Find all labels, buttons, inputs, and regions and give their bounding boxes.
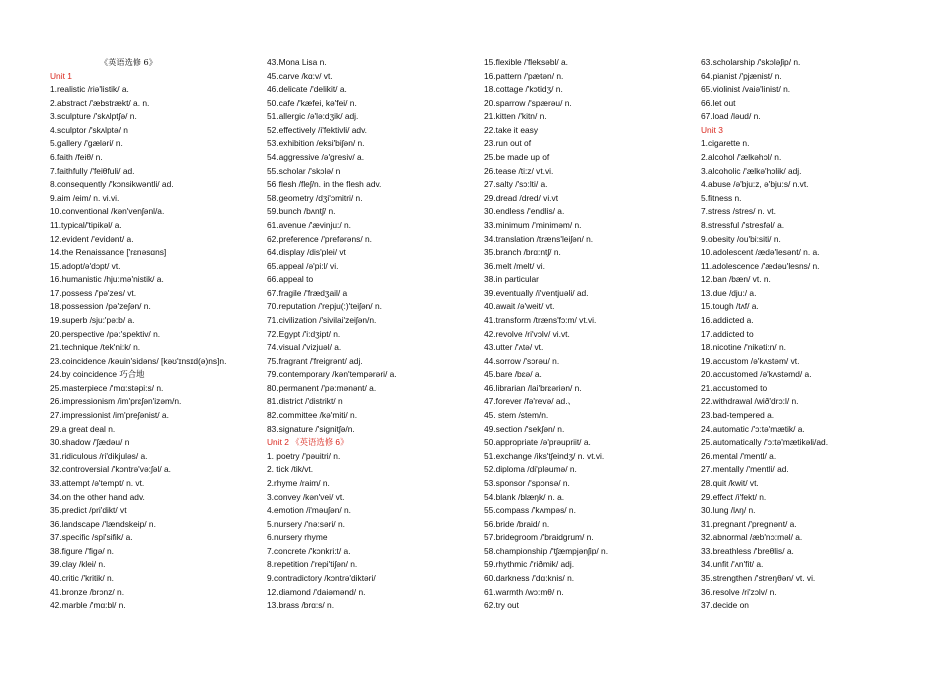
- vocab-entry: 54.aggressive /ə'gresiv/ a.: [267, 152, 365, 163]
- vocab-entry: 47.forever /fə'revə/ ad.、: [484, 396, 576, 407]
- vocab-entry: 10.conventional /kən'venʃənl/a.: [50, 206, 165, 217]
- vocab-entry: 8.repetition /'repi'tiʃən/ n.: [267, 559, 358, 570]
- unit-heading: Unit 1: [50, 70, 72, 81]
- vocab-entry: 33.attempt /ə'tempt/ n. vt.: [50, 477, 145, 488]
- vocab-entry: 6.faith /feiθ/ n.: [50, 152, 103, 163]
- vocab-entry: 12.diamond /'daiəmənd/ n.: [267, 586, 366, 597]
- unit-heading: Unit 3: [701, 124, 723, 135]
- vocab-entry: 2. tick /tik/vt.: [267, 464, 314, 475]
- vocab-entry: 30.endless /'endlis/ a.: [484, 206, 565, 217]
- vocab-entry: 3.alcoholic /'ælkə'hɔlik/ adj.: [701, 165, 802, 176]
- vocab-entry: 1.cigarette n.: [701, 138, 750, 149]
- vocab-entry: 21.accustomed to: [701, 382, 768, 393]
- vocab-entry: 67.load /ləud/ n.: [701, 111, 761, 122]
- vocab-entry: 27.impressionist /im'preʃənist/ a.: [50, 410, 169, 421]
- vocab-entry: 22.withdrawal /wið'drɔ:l/ n.: [701, 396, 799, 407]
- vocab-entry: 66.let out: [701, 97, 736, 108]
- vocab-entry: 14.the Renaissance ['rɛnəsɑns]: [50, 247, 167, 258]
- vocab-entry: 61.warmth /wɔ:mθ/ n.: [484, 586, 564, 597]
- vocab-entry: 35.strengthen /'streŋθən/ vt. vi.: [701, 572, 816, 583]
- vocab-entry: 45.bare /bɛə/ a.: [484, 369, 542, 380]
- vocab-entry: 22.take it easy: [484, 124, 539, 135]
- vocab-entry: 26.mental /'mentl/ a.: [701, 450, 777, 461]
- vocab-entry: 54.blank /blæŋk/ n. a.: [484, 491, 565, 502]
- vocab-entry: 42.revolve /ri'vɔlv/ vi.vt.: [484, 328, 570, 339]
- vocab-entry: 43.Mona Lisa n.: [267, 57, 327, 67]
- vocab-entry: 15.flexible /'fleksəbl/ a.: [484, 57, 568, 67]
- vocab-entry: 46.librarian /lai'brɛəriən/ n.: [484, 382, 582, 393]
- vocab-entry: 4.sculptor /'skʌlptə/ n: [50, 124, 128, 135]
- vocab-entry: 83.signature /'signitʃə/n.: [267, 423, 355, 434]
- vocab-entry: 24.by coincidence 巧合地: [50, 369, 145, 380]
- vocab-entry: 18.nicotine /'nikəti:n/ n.: [701, 342, 786, 353]
- vocab-entry: 16.addicted a.: [701, 314, 754, 325]
- vocab-entry: 7.faithfully /'feiθfuli/ ad.: [50, 165, 135, 176]
- vocab-entry: 1. poetry /'pəuitri/ n.: [267, 450, 341, 461]
- vocab-entry: 41.bronze /brɔnz/ n.: [50, 586, 125, 597]
- vocab-entry: 32.controversial /'kɔntrə'və:ʃəl/ a.: [50, 464, 171, 475]
- column-2: [267, 56, 479, 613]
- vocab-entry: 50.appropriate /ə'prəupriit/ a.: [484, 437, 591, 448]
- vocab-entry: 51.exchange /iks'tʃeindʒ/ n. vt.vi.: [484, 450, 605, 461]
- vocab-entry: 8.stressful /'stresfəl/ a.: [701, 219, 785, 230]
- vocab-entry: 15.adopt/ə'dɔpt/ vt.: [50, 260, 121, 271]
- vocab-entry: 57.bridegroom /'braidgrum/ n.: [484, 532, 594, 543]
- vocab-entry: 58.championship /'tʃæmpjənʃip/ n.: [484, 545, 609, 556]
- vocab-entry: 34.unfit /'ʌn'fit/ a.: [701, 559, 764, 570]
- vocab-entry: 17.addicted to: [701, 328, 754, 339]
- vocab-entry: 41.transform /træns'fɔ:m/ vt.vi.: [484, 314, 597, 325]
- vocab-entry: 45.carve /kɑ:v/ vt.: [267, 70, 333, 81]
- vocab-entry: 2.rhyme /raim/ n.: [267, 477, 330, 488]
- vocab-entry: 31.pregnant /'pregnənt/ a.: [701, 518, 797, 529]
- vocab-entry: 59.bunch /bʌntʃ/ n.: [267, 206, 336, 217]
- vocab-entry: 2.alcohol /'ælkəhɔl/ n.: [701, 152, 782, 163]
- vocab-entry: 2.abstract /'æbstrækt/ a. n.: [50, 97, 150, 108]
- vocab-entry: 27.mentally /'mentli/ ad.: [701, 464, 789, 475]
- vocab-entry: 16.humanistic /hju:mə'nistik/ a.: [50, 274, 164, 285]
- vocab-entry: 66.appeal to: [267, 274, 314, 285]
- vocab-entry: 4.abuse /ə'bju:z, ə'bju:s/ n.vt.: [701, 179, 809, 190]
- vocab-entry: 32.abnormal /æb'nɔ:məl/ a.: [701, 532, 803, 543]
- vocab-entry: 71.civilization /'sivilai'zeiʃən/n.: [267, 314, 377, 325]
- vocab-entry: 27.salty /'sɔ:lti/ a.: [484, 179, 548, 190]
- vocab-entry: 82.committee /kə'miti/ n.: [267, 410, 358, 421]
- column-1: [50, 56, 262, 613]
- vocab-entry: 30.lung /lʌŋ/ n.: [701, 505, 756, 516]
- vocab-entry: 46.delicate /'delikit/ a.: [267, 84, 347, 95]
- vocab-entry: 20.perspective /pə:'spektiv/ n.: [50, 328, 161, 339]
- vocab-entry: 65.appeal /ə'pi:l/ vi.: [267, 260, 339, 271]
- vocab-entry: 26.tease /ti:z/ vt.vi.: [484, 165, 554, 176]
- vocab-entry: 36.resolve /ri'zɔlv/ n.: [701, 586, 777, 597]
- vocab-entry: 18.possession /pə'zeʃən/ n.: [50, 301, 151, 312]
- vocab-entry: 25.automatically /'ɔ:tə'mætikəli/ad.: [701, 437, 829, 448]
- vocab-entry: 53.exhibition /eksi'biʃən/ n.: [267, 138, 365, 149]
- vocab-entry: 39.eventually /i'ventjuəli/ ad.: [484, 287, 589, 298]
- vocab-entry: 24.automatic /'ɔ:tə'mætik/ a.: [701, 423, 805, 434]
- vocab-entry: 29.a great deal n.: [50, 423, 116, 434]
- vocab-entry: 11.adolescence /'ædəu'lesns/ n.: [701, 260, 820, 271]
- vocab-entry: 29.effect /i'fekt/ n.: [701, 491, 767, 502]
- vocab-entry: 38.figure /'figə/ n.: [50, 545, 114, 556]
- vocab-entry: 18.cottage /'kɔtidʒ/ n.: [484, 84, 563, 95]
- vocab-entry: 36.melt /melt/ vi.: [484, 260, 545, 271]
- vocab-entry: 60.darkness /'dɑ:knis/ n.: [484, 572, 575, 583]
- vocab-entry: 17.possess /'pə'zes/ vt.: [50, 287, 137, 298]
- vocab-entry: 38.in particular: [484, 274, 539, 285]
- vocab-entry: 61.avenue /'ævinju:/ n.: [267, 219, 352, 230]
- vocab-entry: 45. stem /stem/n.: [484, 410, 549, 421]
- vocab-entry: 58.geometry /dʒi'ɔmitri/ n.: [267, 192, 363, 203]
- vocab-entry: 56 flesh /fleʃ/n. in the flesh adv.: [267, 179, 382, 190]
- vocab-entry: 19.superb /sju:'pə:b/ a.: [50, 314, 135, 325]
- vocab-entry: 12.ban /bæn/ vt. n.: [701, 274, 771, 285]
- vocab-entry: 62.preference /'prefərəns/ n.: [267, 233, 372, 244]
- vocab-entry: 13.due /dju:/ a.: [701, 287, 757, 298]
- vocab-entry: 4.emotion /i'məuʃən/ n.: [267, 505, 351, 516]
- vocab-entry: 37.specific /spi'sifik/ a.: [50, 532, 133, 543]
- vocab-entry: 12.evident /'evidənt/ a.: [50, 233, 134, 244]
- vocab-entry: 53.sponsor /'spɔnsə/ n.: [484, 477, 570, 488]
- vocab-entry: 59.rhythmic /'riðmik/ adj.: [484, 559, 575, 570]
- vocab-entry: 23.run out of: [484, 138, 532, 149]
- vocab-entry: 39.clay /klei/ n.: [50, 559, 106, 570]
- vocab-entry: 72.Egypt /'i:dʒipt/ n.: [267, 328, 341, 339]
- vocab-entry: 16.pattern /'pætən/ n.: [484, 70, 564, 81]
- vocab-entry: 15.tough /tʌf/ a.: [701, 301, 759, 312]
- vocab-entry: 23.coincidence /kəuin'sidəns/ [kəʊ'ɪnsɪd(ə)ns]n.: [50, 355, 227, 366]
- vocab-entry: 51.allergic /ə'lə:dʒik/ adj.: [267, 111, 359, 122]
- vocab-entry: 5.nursery /'nə:səri/ n.: [267, 518, 345, 529]
- vocab-entry: 11.typical/'tipikəl/ a.: [50, 219, 122, 230]
- vocab-entry: 33.breathless /'breθlis/ a.: [701, 545, 794, 556]
- vocab-entry: 9.obesity /ou'bi:siti/ n.: [701, 233, 781, 244]
- vocab-entry: 42.marble /'mɑ:bl/ n.: [50, 600, 126, 611]
- vocab-entry: 80.permanent /'pə:mənənt/ a.: [267, 382, 377, 393]
- vocab-entry: 67.fragile /'frædʒail/ a: [267, 287, 348, 298]
- vocab-entry: 52.effectively /i'fektivli/ adv.: [267, 124, 367, 135]
- vocab-entry: 35.branch /brɑ:ntʃ/ n.: [484, 247, 561, 258]
- vocab-entry: 29.dread /dred/ vi.vt: [484, 192, 559, 203]
- vocab-entry: 62.try out: [484, 600, 519, 611]
- vocab-entry: 25.be made up of: [484, 152, 550, 163]
- vocab-entry: 81.district /'distrikt/ n: [267, 396, 343, 407]
- vocab-entry: 21.technique /tek'ni:k/ n.: [50, 342, 141, 353]
- vocab-entry: 13.brass /brɑ:s/ n.: [267, 600, 335, 611]
- vocab-entry: 64.display /dis'plei/ vt: [267, 247, 346, 258]
- vocab-entry: 74.visual /'vizjuəl/ a.: [267, 342, 342, 353]
- column-3: [484, 56, 696, 613]
- vocab-entry: 3.convey /kən'vei/ vt.: [267, 491, 345, 502]
- vocab-entry: 30.shadow /'ʃædəu/ n: [50, 437, 130, 448]
- unit-heading: Unit 2 《英语选修 6》: [267, 437, 349, 448]
- vocab-entry: 70.reputation /'repju(:)'teiʃən/ n.: [267, 301, 382, 312]
- vocab-entry: 1.realistic /riə'listik/ a.: [50, 84, 129, 95]
- vocab-entry: 9.contradictory /kɔntrə'diktəri/: [267, 572, 376, 583]
- vocab-entry: 37.decide on: [701, 600, 749, 611]
- vocab-entry: 20.accustomed /ə'kʌstəmd/ a.: [701, 369, 812, 380]
- vocab-entry: 21.kitten /'kitn/ n.: [484, 111, 547, 122]
- vocab-entry: 25.masterpiece /'mɑ:stəpi:s/ n.: [50, 382, 164, 393]
- vocab-entry: 40.critic /'kritik/ n.: [50, 572, 114, 583]
- vocab-entry: 3.sculpture /'skʌlptʃə/ n.: [50, 111, 137, 122]
- vocab-entry: 5.fitness n.: [701, 192, 742, 203]
- vocab-entry: 8.consequently /'kɔnsikwəntli/ ad.: [50, 179, 174, 190]
- vocab-entry: 6.nursery rhyme: [267, 532, 328, 543]
- vocab-entry: 44.sorrow /'sɔrəu/ n.: [484, 355, 560, 366]
- vocab-entry: 9.aim /eim/ n. vi.vi.: [50, 192, 120, 203]
- vocab-entry: 5.gallery /'gæləri/ n.: [50, 138, 123, 149]
- vocab-entry: 55.compass /'kʌmpəs/ n.: [484, 505, 576, 516]
- vocab-entry: 43.utter /'ʌtə/ vt.: [484, 342, 544, 353]
- vocab-entry: 28.quit /kwit/ vt.: [701, 477, 759, 488]
- vocab-entry: 49.section /'sekʃən/ n.: [484, 423, 565, 434]
- vocab-entry: 10.adolescent /ædə'lesənt/ n. a.: [701, 247, 820, 258]
- vocab-entry: 34.on the other hand adv.: [50, 491, 145, 502]
- book-title: 《英语选修 6》: [100, 57, 157, 67]
- vocab-entry: 63.scholarship /'skɔləʃip/ n.: [701, 57, 801, 67]
- vocab-entry: 35.predict /pri'dikt/ vt: [50, 505, 127, 516]
- vocab-entry: 20.sparrow /'spærəu/ n.: [484, 97, 572, 108]
- vocab-entry: 56.bride /braid/ n.: [484, 518, 550, 529]
- column-4: [701, 56, 913, 613]
- vocab-entry: 7.stress /stres/ n. vt.: [701, 206, 776, 217]
- vocab-entry: 19.accustom /ə'kʌstəm/ vt.: [701, 355, 800, 366]
- vocab-entry: 64.pianist /'pjænist/ n.: [701, 70, 782, 81]
- vocab-entry: 36.landscape /'lændskeip/ n.: [50, 518, 156, 529]
- vocab-entry: 50.cafe /'kæfei, kə'fei/ n.: [267, 97, 357, 108]
- vocab-entry: 7.concrete /'kɔnkri:t/ a.: [267, 545, 351, 556]
- vocab-entry: 65.violinist /vaiə'linist/ n.: [701, 84, 791, 95]
- vocab-entry: 75.fragrant /'freigrənt/ adj.: [267, 355, 363, 366]
- vocab-entry: 79.contemporary /kən'tempərəri/ a.: [267, 369, 397, 380]
- vocab-entry: 34.translation /træns'leiʃən/ n.: [484, 233, 594, 244]
- vocab-entry: 31.ridiculous /ri'dikjuləs/ a.: [50, 450, 148, 461]
- vocab-entry: 33.minimum /'miniməm/ n.: [484, 219, 582, 230]
- vocab-entry: 55.scholar /'skɔlə/ n: [267, 165, 341, 176]
- vocab-entry: 26.impressionism /im'prɛʃən'izəm/n.: [50, 396, 182, 407]
- vocab-entry: 52.diploma /di'pləumə/ n.: [484, 464, 577, 475]
- vocab-entry: 23.bad-tempered a.: [701, 410, 775, 421]
- vocab-entry: 40.await /ə'weit/ vt.: [484, 301, 555, 312]
